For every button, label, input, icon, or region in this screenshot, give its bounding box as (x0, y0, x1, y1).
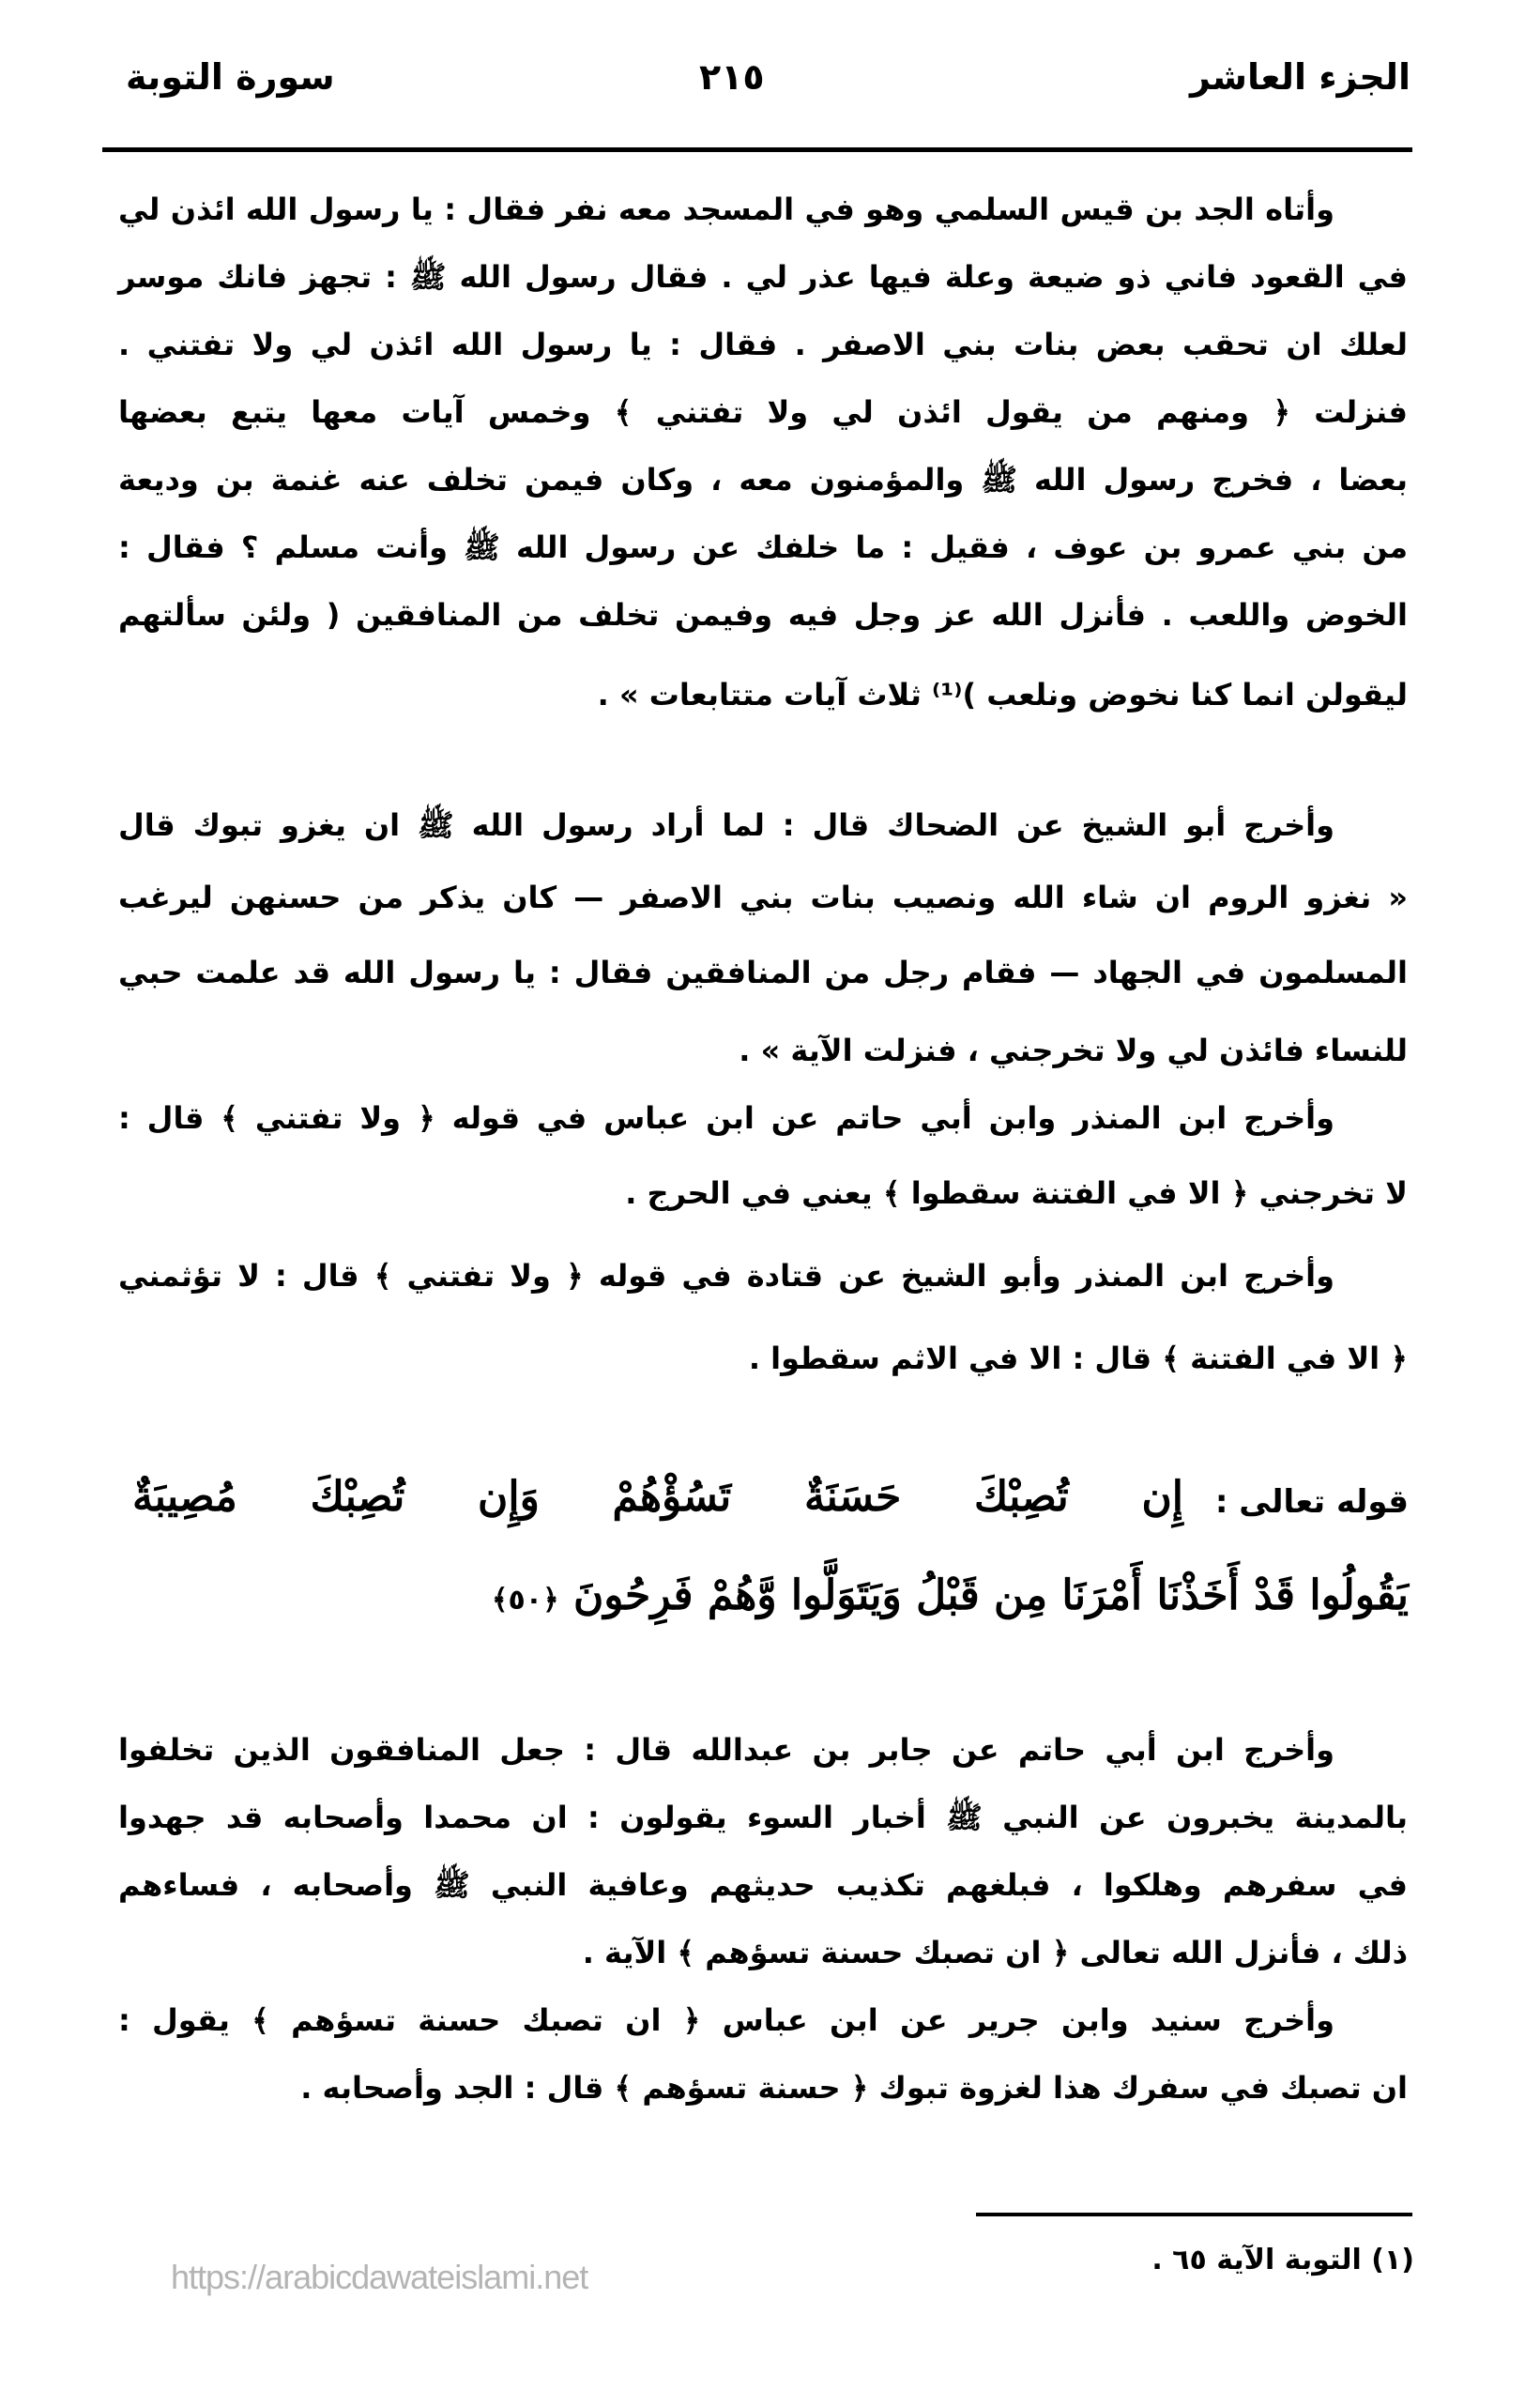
verse-intro-label: قوله تعالى : (1214, 1483, 1409, 1521)
verse-text: يَقُولُوا قَدْ أَخَذْنَا أَمْرَنَا مِن قَبْلُ وَيَتَوَلَّوا وَّهُمْ فَرِحُونَ (572, 1571, 1409, 1619)
ayah-number-marker: ﴿٥٠﴾ (491, 1584, 559, 1617)
text-line: في القعود فاني ذو ضيعة وعلة فيها عذر لي . فقال رسول الله ﷺ : تجهز فانك موسر (118, 259, 1408, 295)
page-number: ٢١٥ (699, 56, 765, 98)
watermark-url: https://arabicdawateislami.net (171, 2258, 588, 2296)
header-rule (102, 147, 1412, 152)
text-line: وأتاه الجد بن قيس السلمي وهو في المسجد معه نفر فقال : يا رسول الله ائذن لي (118, 192, 1334, 227)
text-line: لعلك ان تحقب بعض بنات بني الاصفر . فقال : يا رسول الله ائذن لي ولا تفتني . (118, 327, 1408, 362)
text-line: لا تخرجني ﴿ الا في الفتنة سقطوا ﴾ يعني في الحرج . (625, 1175, 1408, 1211)
verse-line-2 (132, 1558, 1409, 1638)
text-line: من بني عمرو بن عوف ، فقيل : ما خلفك عن رسول الله ﷺ وأنت مسلم ؟ فقال : (118, 529, 1408, 565)
text-line: « نغزو الروم ان شاء الله ونصيب بنات بني الاصفر — كان يذكر من حسنهن ليرغب (118, 880, 1408, 915)
text-line: وأخرج سنيد وابن جرير عن ابن عباس ﴿ ان تصبك حسنة تسؤهم ﴾ يقول : (118, 2002, 1334, 2038)
running-header-juz: الجزء العاشر (1190, 56, 1410, 98)
footnote: (١) التوبة الآية ٦٥ . (1151, 2244, 1414, 2276)
text-line: ليقولن انما كنا نخوض ونلعب )⁽¹⁾ ثلاث آيات متتابعات » . (597, 677, 1408, 713)
text-line: الخوض واللعب . فأنزل الله عز وجل فيه وفيمن تخلف من المنافقين ( ولئن سألتهم (118, 597, 1408, 633)
text-line: بالمدينة يخبرون عن النبي ﷺ أخبار السوء يقولون : ان محمدا وأصحابه قد جهدوا (118, 1800, 1408, 1835)
text-line: وأخرج ابن أبي حاتم عن جابر بن عبدالله قال : جعل المنافقون الذين تخلفوا (118, 1732, 1334, 1768)
text-line: في سفرهم وهلكوا ، فبلغهم تكذيب حديثهم وعافية النبي ﷺ وأصحابه ، فساءهم (118, 1867, 1408, 1903)
footnote-rule (976, 2213, 1412, 2216)
text-line: وأخرج أبو الشيخ عن الضحاك قال : لما أراد رسول الله ﷺ ان يغزو تبوك قال (118, 807, 1334, 843)
text-line: وأخرج ابن المنذر وابن أبي حاتم عن ابن عباس في قوله ﴿ ولا تفتني ﴾ قال : (118, 1100, 1334, 1136)
text-line: بعضا ، فخرج رسول الله ﷺ والمؤمنون معه ، وكان فيمن تخلف عنه غنمة بن وديعة (118, 462, 1408, 498)
text-line: ذلك ، فأنزل الله تعالى ﴿ ان تصبك حسنة تسؤهم ﴾ الآية . (582, 1935, 1408, 1970)
verse-line-1: إِن تُصِبْكَ حَسَنَةٌ تَسُؤْهُمْ وَإِن تُصِبْكَ مُصِيبَةٌ (132, 1473, 1183, 1521)
text-line: المسلمون في الجهاد — فقام رجل من المنافقين فقال : يا رسول الله قد علمت حبي (118, 955, 1408, 990)
text-line: ﴿ الا في الفتنة ﴾ قال : الا في الاثم سقطوا . (748, 1341, 1408, 1376)
text-line: ان تصبك في سفرك هذا لغزوة تبوك ﴿ حسنة تسؤهم ﴾ قال : الجد وأصحابه . (300, 2070, 1408, 2106)
text-line: وأخرج ابن المنذر وأبو الشيخ عن قتادة في قوله ﴿ ولا تفتني ﴾ قال : لا تؤثمني (118, 1258, 1334, 1294)
text-line: فنزلت ﴿ ومنهم من يقول ائذن لي ولا تفتني ﴾ وخمس آيات معها يتبع بعضها (118, 394, 1408, 430)
text-line: للنساء فائذن لي ولا تخرجني ، فنزلت الآية » . (739, 1033, 1408, 1068)
running-header-surah: سورة التوبة (126, 56, 335, 98)
